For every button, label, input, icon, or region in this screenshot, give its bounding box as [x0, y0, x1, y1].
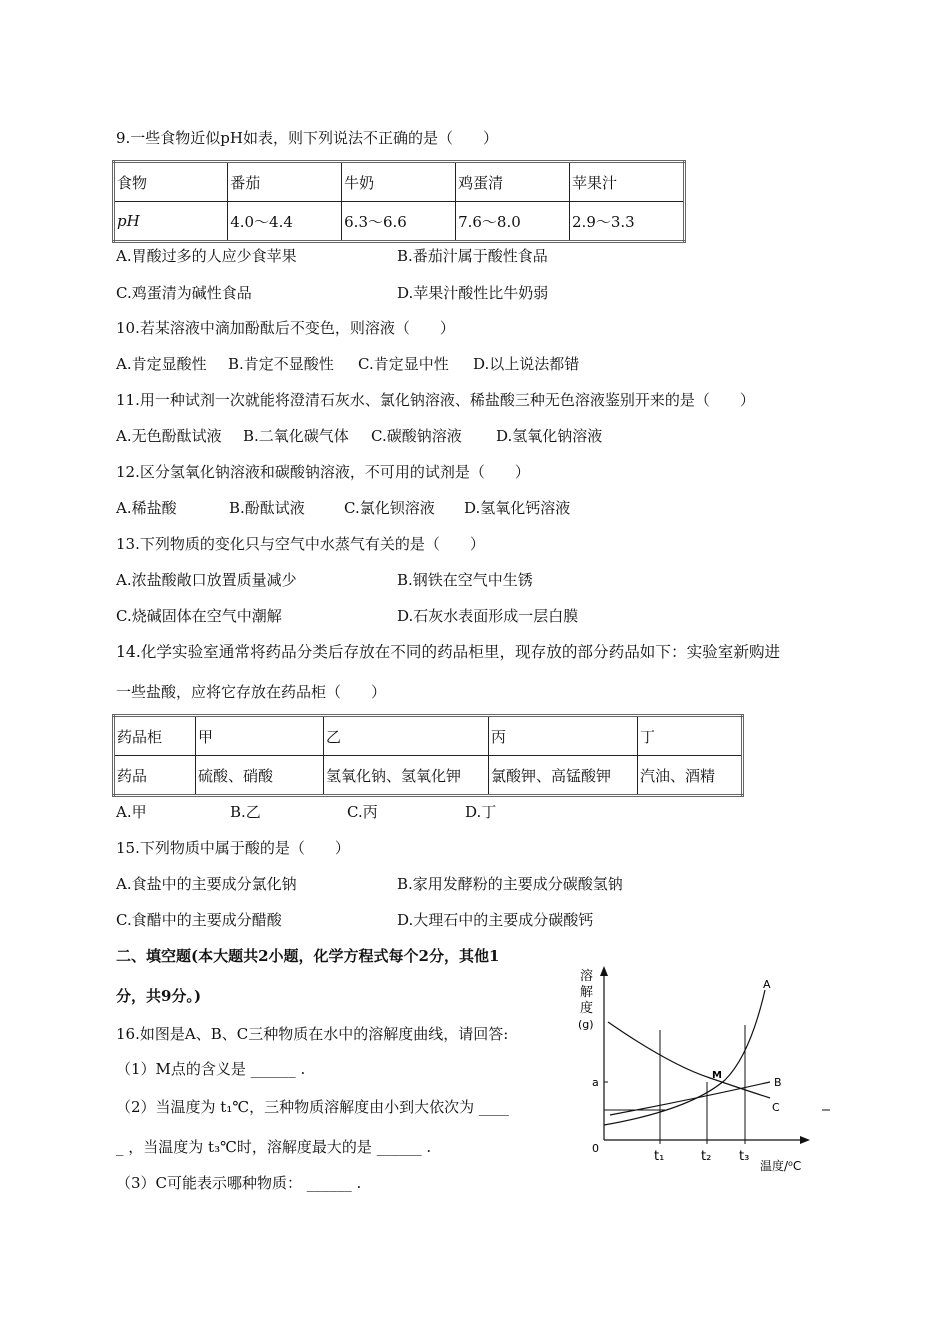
q16-sub3: （3）C可能表示哪种物质： ______ . — [116, 1174, 362, 1192]
option-a: A.肯定显酸性 — [116, 355, 207, 373]
option-a: A.甲 — [116, 803, 147, 821]
table-cell: 硫酸、硝酸 — [196, 756, 324, 796]
option-c: C.丙 — [347, 803, 378, 821]
option-d: D.氢氧化钠溶液 — [496, 427, 603, 445]
option-a: A.稀盐酸 — [116, 499, 177, 517]
q11-stem: 11.用一种试剂一次就能将澄清石灰水、氯化钠溶液、稀盐酸三种无色溶液鉴别开来的是（ ） — [116, 391, 755, 409]
q12-stem: 12.区分氢氧化钠溶液和碳酸钠溶液，不可用的试剂是（ ） — [116, 463, 530, 481]
q9-option-a: A.胃酸过多的人应少食苹果 — [116, 247, 297, 265]
q9-option-b: B.番茄汁属于酸性食品 — [397, 247, 548, 265]
option-d: D.丁 — [465, 803, 497, 821]
table-cell: pH — [114, 202, 228, 242]
x-tick-t2: t₂ — [701, 1149, 712, 1164]
section2-title-line2: 分，共9分。) — [116, 987, 202, 1005]
curve-label-a: A — [763, 978, 771, 991]
q14-stem-line1: 14.化学实验室通常将药品分类后存放在不同的药品柜里，现存放的部分药品如下：实验室新购进 — [116, 643, 781, 661]
solubility-curve-diagram — [560, 960, 850, 1180]
table-cell: 丙 — [489, 716, 638, 756]
q9-option-d: D.苹果汁酸性比牛奶弱 — [397, 284, 549, 302]
q15-stem: 15.下列物质中属于酸的是（ ） — [116, 839, 350, 857]
q15-option-c: C.食醋中的主要成分醋酸 — [116, 911, 282, 929]
q15-option-b: B.家用发酵粉的主要成分碳酸氢钠 — [397, 875, 623, 893]
q9-option-c: C.鸡蛋清为碱性食品 — [116, 284, 252, 302]
x-axis-arrow — [800, 1136, 810, 1144]
x-axis-label: 温度/⁰C — [760, 1159, 802, 1173]
table-cell: 氢氧化钠、氢氧化钾 — [324, 756, 489, 796]
q12-options — [116, 498, 570, 518]
q16-sub2b: _ ，当温度为 t₃℃时，溶解度最大的是 ______ . — [116, 1138, 432, 1156]
option-b: B.乙 — [230, 803, 261, 821]
q14-cabinet-table — [112, 714, 744, 797]
q9-ph-table — [112, 160, 686, 243]
y-axis-label-4: (g) — [578, 1018, 594, 1031]
table-cell: 乙 — [324, 716, 489, 756]
q14-options — [116, 802, 496, 822]
table-cell: 药品柜 — [114, 716, 196, 756]
q13-option-b: B.钢铁在空气中生锈 — [397, 571, 533, 589]
curve-c — [608, 1022, 770, 1098]
table-cell: 甲 — [196, 716, 324, 756]
option-c: C.肯定显中性 — [358, 355, 449, 373]
q14-stem-line2: 一些盐酸，应将它存放在药品柜（ ） — [116, 683, 387, 701]
q15-option-d: D.大理石中的主要成分碳酸钙 — [397, 911, 594, 929]
q16-sub2a: （2）当温度为 t₁℃，三种物质溶解度由小到大依次为 ____ — [116, 1098, 509, 1116]
point-label-m: M — [712, 1070, 722, 1081]
section2-title-line1: 二、填空题(本大题共2小题，化学方程式每个2分，其他1 — [116, 947, 500, 965]
option-b: B.肯定不显酸性 — [228, 355, 334, 373]
y-axis-arrow — [600, 966, 608, 976]
option-d: D.氢氧化钙溶液 — [464, 499, 571, 517]
table-cell: 6.3～6.6 — [342, 202, 456, 242]
q15-option-a: A.食盐中的主要成分氯化钠 — [116, 875, 297, 893]
table-cell: 番茄 — [228, 162, 342, 202]
option-c: C.氯化钡溶液 — [344, 499, 435, 517]
q10-stem: 10.若某溶液中滴加酚酞后不变色，则溶液（ ） — [116, 319, 455, 337]
option-d: D.以上说法都错 — [473, 355, 580, 373]
table-cell: 氯酸钾、高锰酸钾 — [489, 756, 638, 796]
y-axis-label-1: 溶 — [580, 969, 594, 984]
curve-label-b: B — [774, 1076, 782, 1089]
q13-option-c: C.烧碱固体在空气中潮解 — [116, 607, 282, 625]
curve-label-c: C — [772, 1101, 780, 1114]
table-cell: 7.6～8.0 — [456, 202, 570, 242]
q13-stem: 13.下列物质的变化只与空气中水蒸气有关的是（ ） — [116, 535, 485, 553]
q9-stem: 9.一些食物近似pH如表，则下列说法不正确的是（ ） — [116, 129, 498, 147]
y-axis-label-2: 解 — [580, 985, 594, 1000]
option-a: A.无色酚酞试液 — [116, 427, 222, 445]
table-cell: 鸡蛋清 — [456, 162, 570, 202]
table-cell: 4.0～4.4 — [228, 202, 342, 242]
table-cell: 苹果汁 — [570, 162, 685, 202]
q13-option-d: D.石灰水表面形成一层白膜 — [397, 607, 579, 625]
table-cell: 药品 — [114, 756, 196, 796]
table-cell: 食物 — [114, 162, 228, 202]
q10-options — [116, 354, 579, 374]
option-b: B.二氧化碳气体 — [243, 427, 349, 445]
table-cell: 汽油、酒精 — [638, 756, 743, 796]
y-tick-a: a — [592, 1076, 599, 1089]
q16-stem: 16.如图是A、B、C三种物质在水中的溶解度曲线，请回答: — [116, 1025, 509, 1043]
y-axis-label-3: 度 — [580, 1001, 594, 1016]
curve-a — [604, 990, 765, 1125]
q16-sub1: （1）M点的含义是 ______ . — [116, 1060, 306, 1078]
table-cell: 丁 — [638, 716, 743, 756]
origin-label: 0 — [592, 1142, 599, 1155]
x-tick-t3: t₃ — [739, 1149, 750, 1164]
q13-option-a: A.浓盐酸敞口放置质量减少 — [116, 571, 297, 589]
table-cell: 2.9～3.3 — [570, 202, 685, 242]
option-c: C.碳酸钠溶液 — [371, 427, 462, 445]
table-cell: 牛奶 — [342, 162, 456, 202]
q11-options — [116, 426, 602, 446]
option-b: B.酚酞试液 — [229, 499, 305, 517]
x-tick-t1: t₁ — [654, 1149, 665, 1164]
